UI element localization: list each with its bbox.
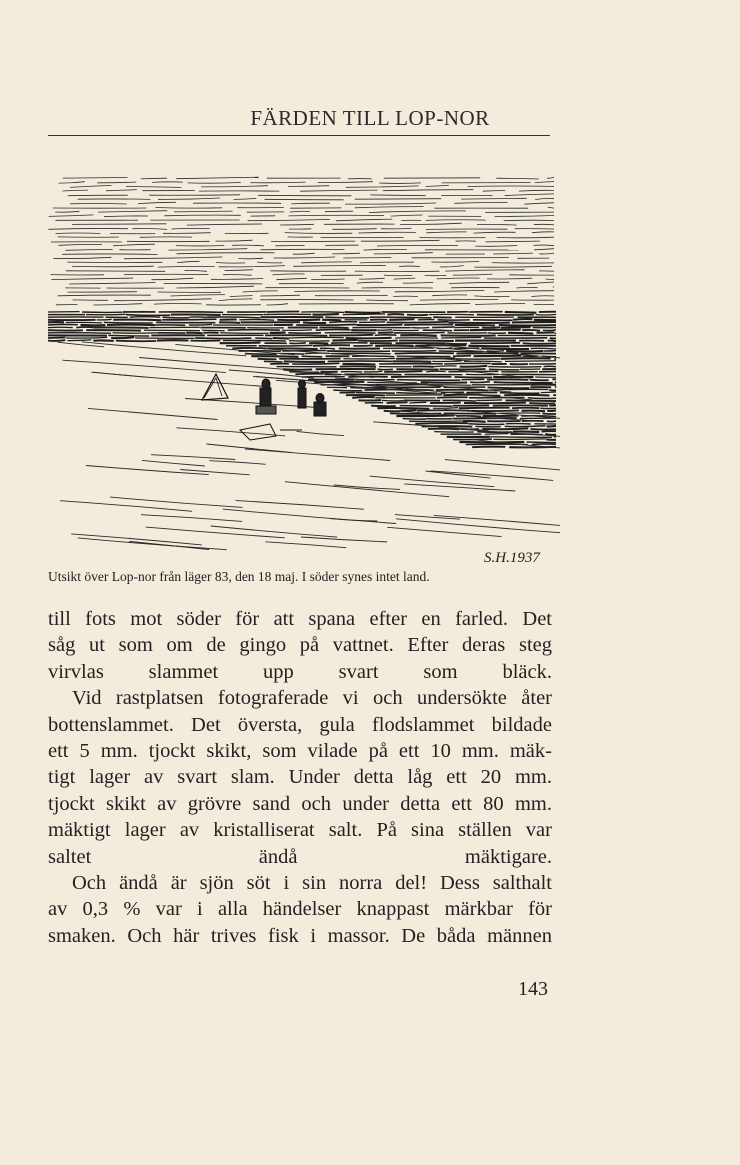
lake-illustration	[44, 158, 560, 568]
sky-hatching	[48, 177, 554, 305]
paragraph	[48, 870, 552, 949]
text-line: smaken. Och här trives fisk i massor. De båda männen	[48, 924, 552, 947]
text-line: saltet ändå mäktigare.	[48, 845, 552, 868]
paragraph	[48, 685, 552, 870]
text-line: tigt lager av svart slam. Under detta låg ett 20 mm.	[48, 766, 552, 789]
text-line: Och ändå är sjön söt i sin norra del! Dess salthalt	[72, 872, 552, 895]
dark-water	[48, 312, 556, 448]
page-number: 143	[518, 978, 548, 1000]
text-line: virvlas slammet upp svart som bläck.	[48, 660, 552, 683]
text-line: till fots mot söder för att spana efter en farled. Det	[48, 608, 552, 630]
paragraph	[48, 606, 552, 685]
text-line: såg ut som om de gingo på vattnet. Efter deras steg	[48, 634, 552, 657]
text-line: bottenslammet. Det översta, gula flodslammet bildade	[48, 713, 552, 736]
text-line: ett 5 mm. tjockt skikt, som vilade på ett 10 mm. mäk-	[48, 740, 552, 763]
figure-caption: Utsikt över Lop-nor från läger 83, den 18 maj. I söder synes intet land.	[48, 569, 430, 584]
text-line: mäktigt lager av kristalliserat salt. På sina ställen var	[48, 819, 552, 842]
header-rule	[48, 135, 550, 136]
text-line: av 0,3 % var i alla händelser knappast märkbar för	[48, 898, 552, 921]
text-line: Vid rastplatsen fotograferade vi och undersökte åter	[72, 687, 552, 710]
artist-signature: S.H.1937	[484, 550, 540, 566]
text-line: tjockt skikt av grövre sand och under detta ett 80 mm.	[48, 792, 552, 815]
running-header: FÄRDEN TILL LOP-NOR	[250, 106, 490, 130]
body-text	[48, 606, 552, 949]
